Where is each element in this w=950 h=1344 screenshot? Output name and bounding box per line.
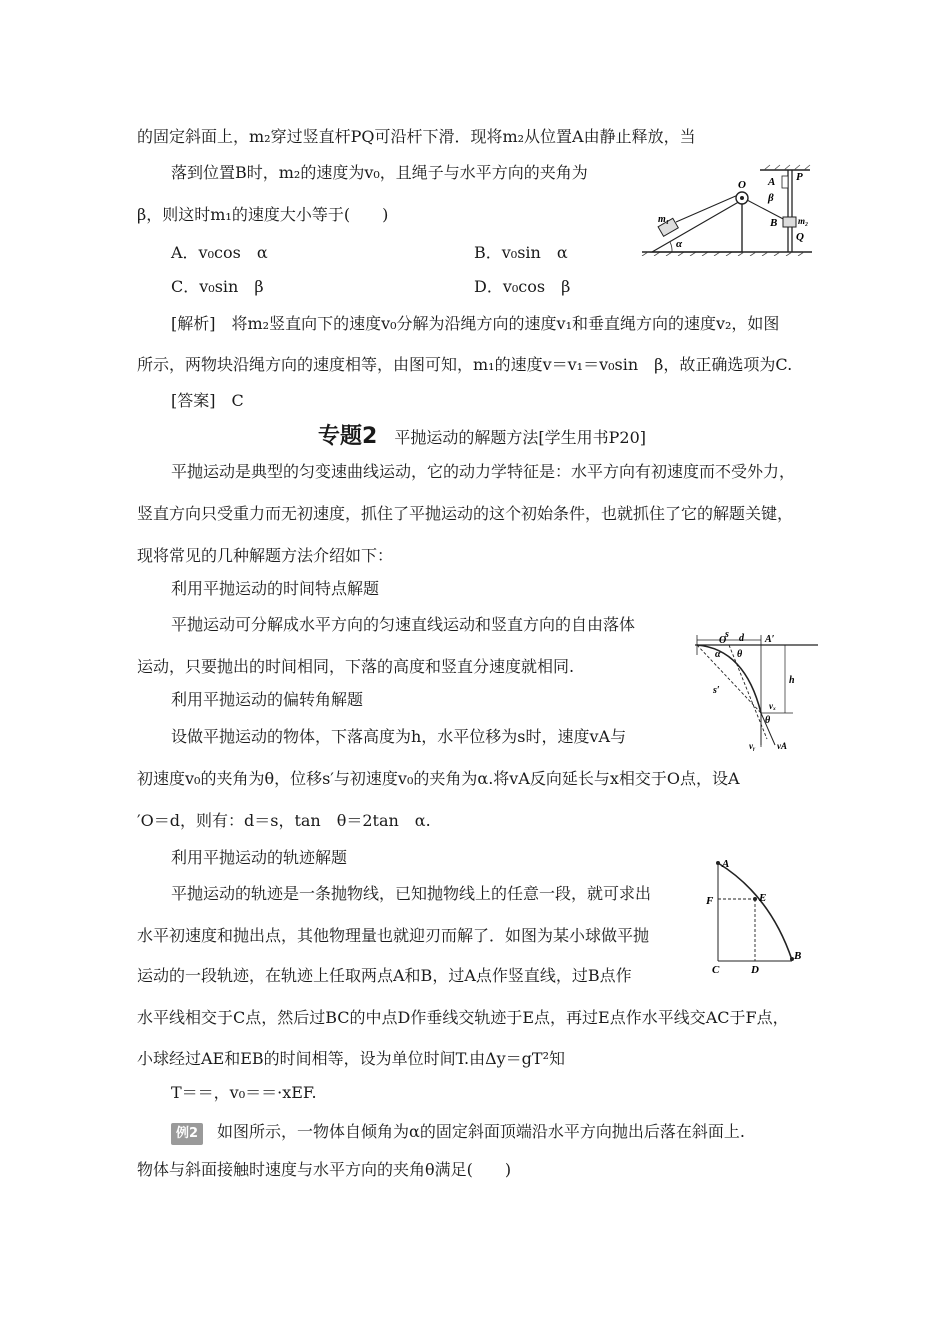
method3-line-3: 运动的一段轨迹，在轨迹上任取两点A和B，过A点作竖直线，过B点作 (137, 966, 632, 985)
method2-line-3: ′O＝d，则有：d＝s，tan θ＝2tan α. (137, 811, 431, 830)
option-b: B．v₀sin α (474, 243, 568, 262)
problem-text-line-3: β，则这时m₁的速度大小等于( ) (137, 205, 389, 224)
section-heading (318, 424, 646, 450)
fig2-label-d: d (739, 633, 744, 644)
method2-line-2: 初速度v₀的夹角为θ，位移s′与初速度v₀的夹角为α.将vA反向延长与x相交于O点，设A (137, 769, 740, 788)
fig2-label-theta: θ (737, 649, 743, 660)
fig1-label-m2: m₂ (798, 216, 809, 226)
fig3-label-e: E (759, 892, 767, 904)
example-text-1: 如图所示，一物体自倾角为α的固定斜面顶端沿水平方向抛出后落在斜面上. (217, 1122, 745, 1141)
option-a: A．v₀cos α (171, 243, 268, 262)
method1-line-2: 运动，只要抛出的时间相同，下落的高度和竖直分速度就相同. (137, 657, 575, 676)
method3-line-4: 水平线相交于C点，然后过BC的中点D作垂线交轨迹于E点，再过E点作水平线交AC于F点， (137, 1008, 789, 1027)
fig2-label-vx: vₓ (769, 701, 777, 711)
example-line-1 (171, 1122, 745, 1145)
analysis-line-2: 所示，两物块沿绳方向的速度相等，由图可知，m₁的速度v＝v₁＝v₀sin β，故正确选项为C. (137, 355, 793, 374)
fig2-label-aprime: A′ (765, 634, 775, 645)
fig3-label-b: B (794, 950, 802, 962)
fig1-label-m1: m₁ (658, 214, 670, 225)
intro-line-2: 竖直方向只受重力而无初速度，抓住了平抛运动的这个初始条件，也就抓住了它的解题关键， (137, 504, 794, 523)
trajectory-figure (700, 855, 810, 980)
method-heading-2: 利用平抛运动的偏转角解题 (171, 690, 364, 709)
fig2-label-o: O (719, 635, 727, 646)
fig1-label-q: Q (796, 231, 804, 243)
answer-line: [答案] C (171, 391, 244, 410)
incline-pulley-figure (640, 164, 815, 256)
fig3-label-a: A (722, 858, 730, 870)
fig3-label-d: D (751, 964, 759, 976)
method-heading-3: 利用平抛运动的轨迹解题 (171, 848, 348, 867)
fig1-label-alpha: α (676, 238, 683, 250)
fig2-label-alpha: α (715, 649, 721, 660)
fig2-label-theta-2: θ (765, 715, 771, 726)
example-badge: 例2 (171, 1123, 203, 1145)
section-subtitle: 平抛运动的解题方法[学生用书P20] (394, 428, 647, 447)
fig2-label-sprime: s′ (713, 685, 720, 696)
method2-line-1: 设做平抛运动的物体，下落高度为h，水平位移为s时，速度vA与 (171, 727, 627, 746)
fig2-label-h: h (789, 675, 795, 686)
example-line-2: 物体与斜面接触时速度与水平方向的夹角θ满足( ) (137, 1160, 512, 1179)
fig3-label-f: F (706, 895, 714, 907)
method1-line-1: 平抛运动可分解成水平方向的匀速直线运动和竖直方向的自由落体 (171, 615, 636, 634)
fig1-label-o: O (738, 179, 746, 191)
deflection-angle-figure (693, 627, 828, 752)
analysis-line-1: [解析] 将m₂竖直向下的速度v₀分解为沿绳方向的速度v₁和垂直绳方向的速度v₂，如图 (171, 314, 780, 333)
problem-text-line-2: 落到位置B时，m₂的速度为v₀，且绳子与水平方向的夹角为 (171, 163, 588, 182)
method3-line-5: 小球经过AE和EB的时间相等，设为单位时间T.由Δy＝gT²知 (137, 1049, 566, 1068)
fig2-label-vy: vᵧ (749, 741, 756, 751)
method3-line-2: 水平初速度和抛出点，其他物理量也就迎刃而解了．如图为某小球做平抛 (137, 926, 650, 945)
fig1-label-b: B (770, 217, 778, 229)
method3-formula: T＝＝，v₀＝＝·xEF. (171, 1083, 317, 1102)
fig2-label-s: s (725, 629, 729, 640)
intro-line-1: 平抛运动是典型的匀变速曲线运动，它的动力学特征是：水平方向有初速度而不受外力， (171, 462, 796, 481)
option-c: C．v₀sin β (171, 277, 264, 296)
fig2-label-va: vA (777, 741, 787, 751)
fig1-label-beta: β (768, 192, 774, 204)
intro-line-3: 现将常见的几种解题方法介绍如下： (137, 546, 394, 565)
method-heading-1: 利用平抛运动的时间特点解题 (171, 579, 380, 598)
section-title: 专题2 (318, 424, 378, 449)
fig1-label-p: P (796, 171, 803, 183)
fig1-label-a: A (768, 176, 776, 188)
option-d: D．v₀cos β (474, 277, 571, 296)
method3-line-1: 平抛运动的轨迹是一条抛物线，已知抛物线上的任意一段，就可求出 (171, 884, 652, 903)
problem-text-line-1: 的固定斜面上，m₂穿过竖直杆PQ可沿杆下滑．现将m₂从位置A由静止释放，当 (137, 127, 696, 146)
fig3-label-c: C (712, 964, 720, 976)
